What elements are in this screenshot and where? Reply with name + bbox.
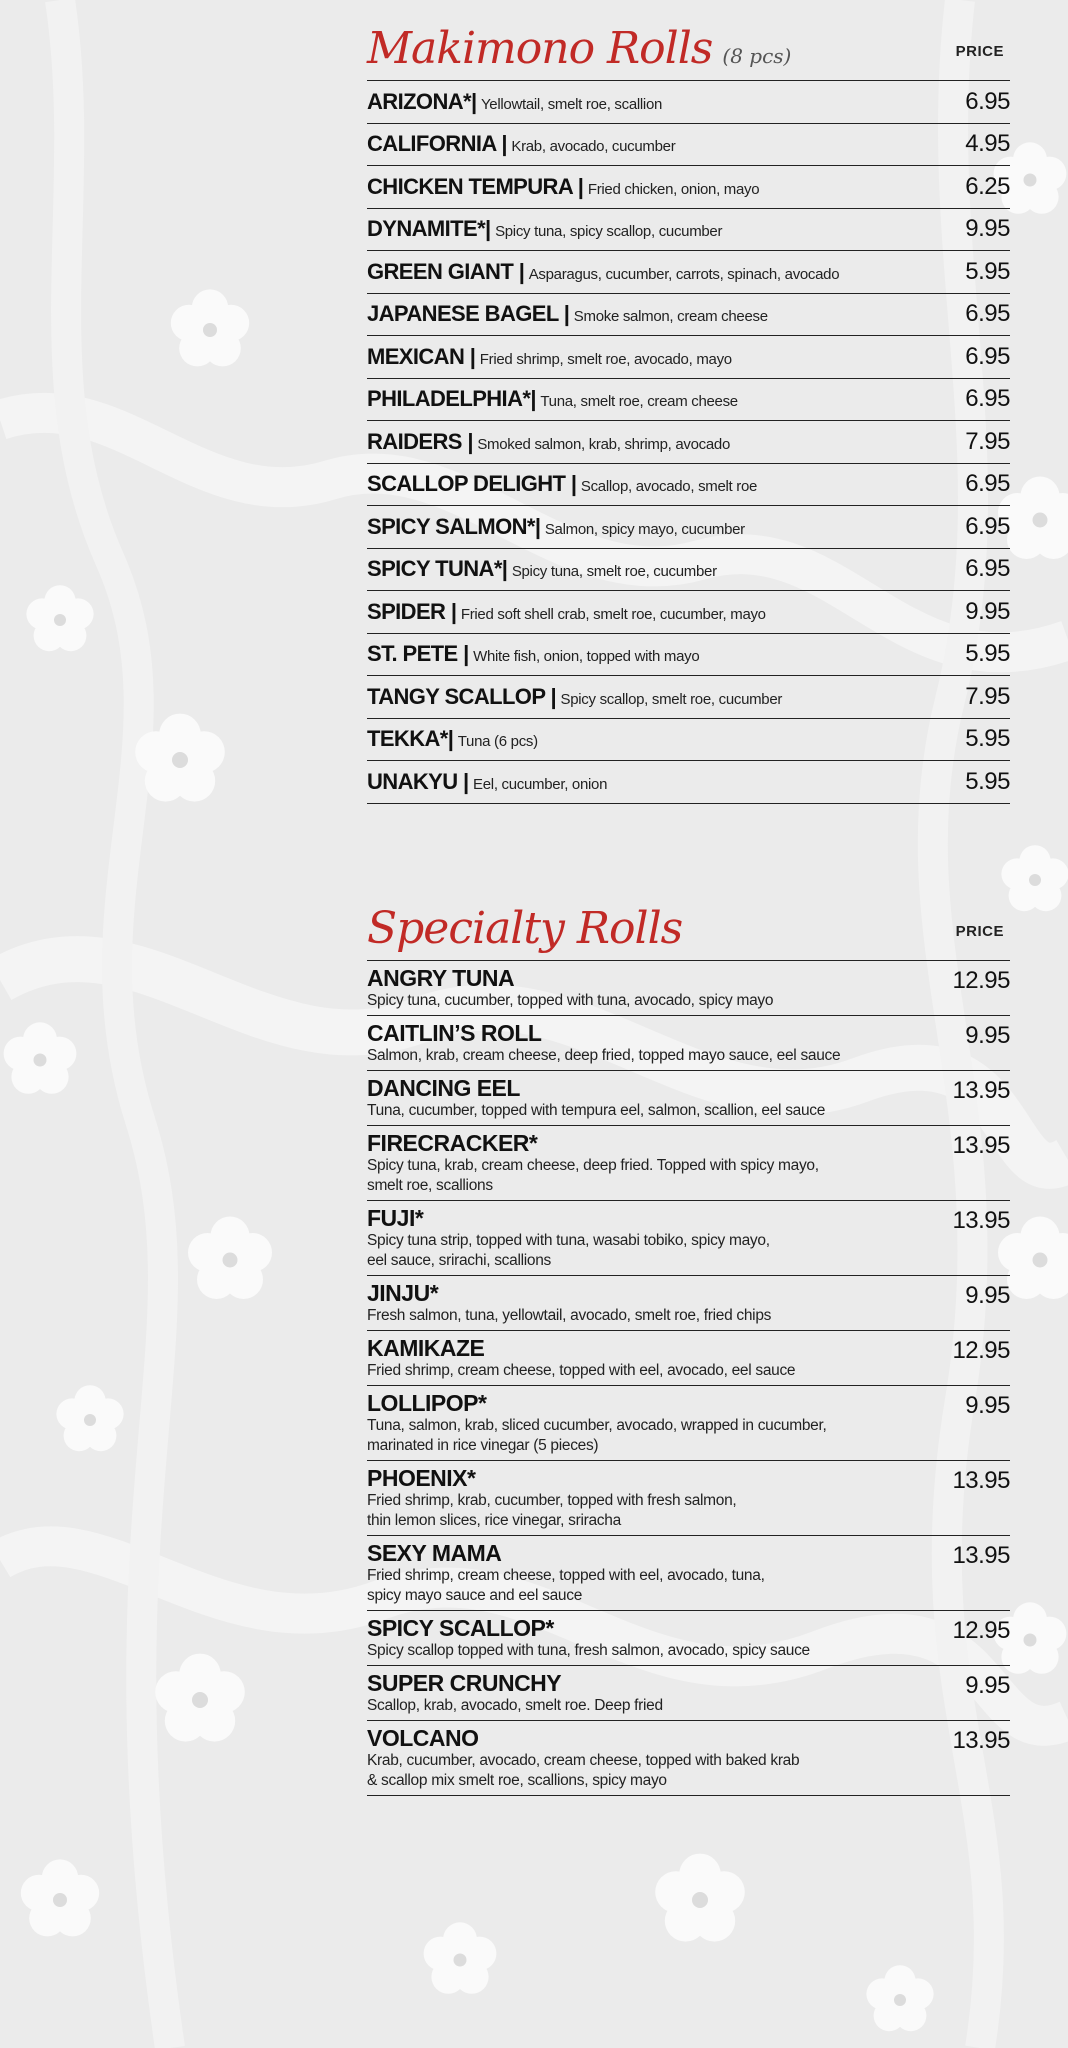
item-price: 9.95 xyxy=(965,215,1010,243)
item-name: JAPANESE BAGEL | xyxy=(367,301,570,327)
item-text xyxy=(367,556,717,582)
item-name: FUJI* xyxy=(367,1205,424,1231)
item-description: Fried shrimp, smelt roe, avocado, mayo xyxy=(479,350,732,368)
item-name: SUPER CRUNCHY xyxy=(367,1670,562,1696)
section-header xyxy=(367,0,1010,80)
item-text xyxy=(367,769,607,795)
specialty-section xyxy=(367,880,1010,1796)
item-name: RAIDERS | xyxy=(367,428,473,454)
item-name: SEXY MAMA xyxy=(367,1540,502,1566)
item-description: Smoked salmon, krab, shrimp, avocado xyxy=(477,435,730,453)
item-price: 9.95 xyxy=(965,597,1010,625)
item-name: JINJU* xyxy=(367,1280,439,1306)
menu-item xyxy=(367,1331,1010,1386)
item-price: 6.95 xyxy=(965,342,1010,370)
menu-item xyxy=(367,1201,1010,1276)
item-description: Krab, avocado, cucumber xyxy=(511,138,676,156)
item-description: Spicy tuna, smelt roe, cucumber xyxy=(511,563,717,581)
item-description: White fish, onion, topped with mayo xyxy=(473,648,700,666)
price-column-header: PRICE xyxy=(955,43,1004,60)
item-price: 5.95 xyxy=(965,725,1010,753)
item-price: 13.95 xyxy=(952,1077,1010,1104)
item-text xyxy=(367,301,768,327)
item-description: thin lemon slices, rice vinegar, sriracha xyxy=(367,1512,621,1529)
item-description: Spicy tuna strip, topped with tuna, wasabi tobiko, spicy mayo, xyxy=(367,1232,770,1249)
item-price: 9.95 xyxy=(965,1672,1010,1699)
menu-item xyxy=(367,166,1010,209)
item-price: 6.95 xyxy=(965,512,1010,540)
item-name: DYNAMITE*| xyxy=(367,216,491,242)
item-description: Scallop, krab, avocado, smelt roe. Deep fried xyxy=(367,1697,663,1714)
section-title-text: Makimono Rolls xyxy=(367,23,713,74)
item-text xyxy=(367,131,675,157)
item-text xyxy=(367,174,759,200)
item-name: CALIFORNIA | xyxy=(367,131,507,157)
item-text xyxy=(367,514,745,540)
menu-item xyxy=(367,1721,1010,1796)
price-column-header: PRICE xyxy=(955,923,1004,940)
item-description: Fried shrimp, cream cheese, topped with eel, avocado, tuna, xyxy=(367,1567,765,1584)
menu-item xyxy=(367,1386,1010,1461)
item-description: Tuna, salmon, krab, sliced cucumber, avocado, wrapped in cucumber, xyxy=(367,1417,827,1434)
item-name: PHOENIX* xyxy=(367,1465,476,1491)
item-description: Tuna, cucumber, topped with tempura eel, salmon, scallion, eel sauce xyxy=(367,1102,826,1119)
item-name: TEKKA*| xyxy=(367,726,454,752)
menu-item xyxy=(367,1666,1010,1721)
menu-item xyxy=(367,1016,1010,1071)
menu-item xyxy=(367,719,1010,762)
item-description: marinated in rice vinegar (5 pieces) xyxy=(367,1437,599,1454)
item-name: SPICY TUNA*| xyxy=(367,556,508,582)
item-price: 6.95 xyxy=(965,87,1010,115)
menu-item xyxy=(367,676,1010,719)
menu-item xyxy=(367,336,1010,379)
item-description: Fried soft shell crab, smelt roe, cucumber, mayo xyxy=(460,605,766,623)
item-description: Scallop, avocado, smelt roe xyxy=(580,478,758,496)
menu-item xyxy=(367,464,1010,507)
menu-item xyxy=(367,1071,1010,1126)
item-price: 5.95 xyxy=(965,257,1010,285)
item-name: TANGY SCALLOP | xyxy=(367,683,557,709)
menu-item xyxy=(367,1461,1010,1536)
item-price: 12.95 xyxy=(952,967,1010,994)
item-name: SPIDER | xyxy=(367,598,457,624)
menu-item xyxy=(367,506,1010,549)
item-description: Salmon, krab, cream cheese, deep fried, topped mayo sauce, eel sauce xyxy=(367,1047,841,1064)
item-text xyxy=(367,216,722,242)
item-description: Asparagus, cucumber, carrots, spinach, avocado xyxy=(528,265,840,283)
section-title xyxy=(367,903,682,954)
item-price: 5.95 xyxy=(965,767,1010,795)
item-price: 13.95 xyxy=(952,1467,1010,1494)
item-text xyxy=(367,726,538,752)
section-title xyxy=(367,23,791,74)
item-name: ANGRY TUNA xyxy=(367,965,515,991)
item-text xyxy=(367,429,730,455)
menu-item xyxy=(367,1126,1010,1201)
item-price: 6.95 xyxy=(965,555,1010,583)
item-name: LOLLIPOP* xyxy=(367,1390,487,1416)
menu-item xyxy=(367,124,1010,167)
item-description: Smoke salmon, cream cheese xyxy=(573,308,768,326)
item-price: 9.95 xyxy=(965,1392,1010,1419)
item-description: Spicy tuna, cucumber, topped with tuna, avocado, spicy mayo xyxy=(367,992,774,1009)
item-description: Fried chicken, onion, mayo xyxy=(587,180,760,198)
menu-item xyxy=(367,961,1010,1016)
menu-item xyxy=(367,591,1010,634)
menu-item xyxy=(367,421,1010,464)
item-description: eel sauce, srirachi, scallions xyxy=(367,1252,551,1269)
item-price: 13.95 xyxy=(952,1542,1010,1569)
item-price: 6.95 xyxy=(965,385,1010,413)
item-description: Tuna, smelt roe, cream cheese xyxy=(540,393,738,411)
item-price: 12.95 xyxy=(952,1337,1010,1364)
menu-item xyxy=(367,1536,1010,1611)
menu-item xyxy=(367,209,1010,252)
section-subtitle: (8 pcs) xyxy=(722,44,792,68)
item-name: UNAKYU | xyxy=(367,768,469,794)
item-name: ST. PETE | xyxy=(367,641,469,667)
item-description: Eel, cucumber, onion xyxy=(473,775,608,793)
item-description: Krab, cucumber, avocado, cream cheese, topped with baked krab xyxy=(367,1752,800,1769)
item-description: spicy mayo sauce and eel sauce xyxy=(367,1587,583,1604)
section-header xyxy=(367,880,1010,960)
item-price: 4.95 xyxy=(965,130,1010,158)
item-price: 6.95 xyxy=(965,470,1010,498)
item-name: SPICY SCALLOP* xyxy=(367,1615,554,1641)
item-name: FIRECRACKER* xyxy=(367,1130,538,1156)
item-name: CAITLIN’S ROLL xyxy=(367,1020,542,1046)
menu-item xyxy=(367,634,1010,677)
item-description: Yellowtail, smelt roe, scallion xyxy=(480,95,663,113)
item-text xyxy=(367,89,662,115)
menu-item xyxy=(367,1611,1010,1666)
item-description: & scallop mix smelt roe, scallions, spicy mayo xyxy=(367,1772,667,1789)
item-text xyxy=(367,599,766,625)
item-name: KAMIKAZE xyxy=(367,1335,485,1361)
item-description: smelt roe, scallions xyxy=(367,1177,493,1194)
item-text xyxy=(367,344,732,370)
menu-item xyxy=(367,761,1010,804)
menu-item xyxy=(367,1276,1010,1331)
item-price: 6.95 xyxy=(965,300,1010,328)
item-description: Fried shrimp, krab, cucumber, topped with fresh salmon, xyxy=(367,1492,737,1509)
item-price: 13.95 xyxy=(952,1207,1010,1234)
item-price: 7.95 xyxy=(965,682,1010,710)
item-text xyxy=(367,386,738,412)
item-name: DANCING EEL xyxy=(367,1075,520,1101)
section-title-text: Specialty Rolls xyxy=(367,903,683,954)
item-name: GREEN GIANT | xyxy=(367,258,525,284)
item-description: Tuna (6 pcs) xyxy=(457,733,538,751)
item-name: MEXICAN | xyxy=(367,343,476,369)
item-price: 12.95 xyxy=(952,1617,1010,1644)
item-text xyxy=(367,684,782,710)
item-name: SCALLOP DELIGHT | xyxy=(367,471,577,497)
item-price: 6.25 xyxy=(965,172,1010,200)
item-price: 13.95 xyxy=(952,1727,1010,1754)
makimono-section xyxy=(367,0,1010,804)
item-text xyxy=(367,641,699,667)
specialty-list xyxy=(367,961,1010,1796)
item-price: 9.95 xyxy=(965,1022,1010,1049)
menu-item xyxy=(367,549,1010,592)
item-name: CHICKEN TEMPURA | xyxy=(367,173,584,199)
menu-item xyxy=(367,81,1010,124)
item-name: PHILADELPHIA*| xyxy=(367,386,536,412)
menu-item xyxy=(367,379,1010,422)
makimono-list xyxy=(367,81,1010,804)
item-description: Fried shrimp, cream cheese, topped with eel, avocado, eel sauce xyxy=(367,1362,796,1379)
item-description: Spicy tuna, krab, cream cheese, deep fried. Topped with spicy mayo, xyxy=(367,1157,819,1174)
item-text xyxy=(367,471,757,497)
item-price: 9.95 xyxy=(965,1282,1010,1309)
menu-item xyxy=(367,294,1010,337)
item-description: Salmon, spicy mayo, cucumber xyxy=(544,520,745,538)
item-price: 7.95 xyxy=(965,427,1010,455)
menu-item xyxy=(367,251,1010,294)
item-name: VOLCANO xyxy=(367,1725,479,1751)
item-price: 5.95 xyxy=(965,640,1010,668)
item-description: Spicy scallop, smelt roe, cucumber xyxy=(560,690,783,708)
item-name: ARIZONA*| xyxy=(367,88,477,114)
item-description: Spicy scallop topped with tuna, fresh salmon, avocado, spicy sauce xyxy=(367,1642,810,1659)
item-name: SPICY SALMON*| xyxy=(367,513,541,539)
item-text xyxy=(367,259,839,285)
item-description: Fresh salmon, tuna, yellowtail, avocado, smelt roe, fried chips xyxy=(367,1307,772,1324)
item-description: Spicy tuna, spicy scallop, cucumber xyxy=(495,223,723,241)
item-price: 13.95 xyxy=(952,1132,1010,1159)
